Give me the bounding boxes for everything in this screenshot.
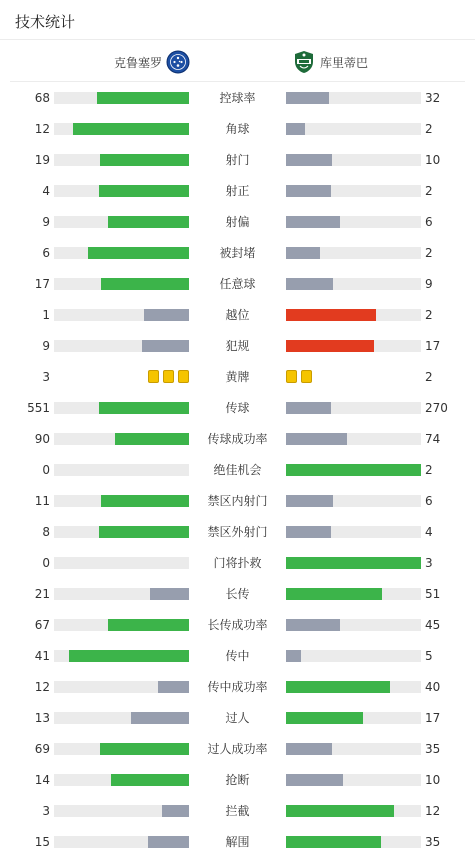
- stat-row: [0, 615, 475, 635]
- away-bar-track: [286, 464, 421, 476]
- home-bar: [108, 619, 189, 631]
- away-bar: [286, 495, 333, 507]
- away-value: 32: [425, 91, 441, 105]
- stat-label: 长传: [225, 587, 250, 601]
- home-value: 9: [42, 215, 50, 229]
- home-value: 19: [34, 153, 50, 167]
- stat-label: 传球: [225, 401, 250, 415]
- home-value: 11: [34, 494, 50, 508]
- yellow-card-icon: [286, 370, 297, 383]
- away-value: 35: [425, 742, 441, 756]
- home-bar: [73, 123, 189, 135]
- away-bar: [286, 836, 381, 848]
- away-bar-track: [286, 123, 421, 135]
- home-yellow-cards: [148, 370, 189, 384]
- stat-label: 禁区内射门: [207, 494, 268, 508]
- home-value: 8: [42, 525, 50, 539]
- home-value: 9: [42, 339, 50, 353]
- away-value: 2: [425, 184, 433, 198]
- stat-row: [0, 553, 475, 573]
- home-value: 4: [42, 184, 50, 198]
- away-bar: [286, 340, 374, 352]
- home-bar-track: [54, 588, 189, 600]
- away-bar: [286, 526, 331, 538]
- away-bar: [286, 216, 340, 228]
- away-value: 9: [425, 277, 433, 291]
- away-value: 10: [425, 153, 441, 167]
- away-bar-track: [286, 309, 421, 321]
- away-bar: [286, 154, 332, 166]
- stat-row: [0, 305, 475, 325]
- away-value: 10: [425, 773, 441, 787]
- stat-label: 传中成功率: [207, 680, 268, 694]
- home-bar-track: [54, 123, 189, 135]
- away-bar: [286, 712, 363, 724]
- away-value: 45: [425, 618, 441, 632]
- home-bar: [100, 154, 189, 166]
- away-bar-track: [286, 836, 421, 848]
- away-bar-track: [286, 774, 421, 786]
- away-bar-track: [286, 278, 421, 290]
- away-bar: [286, 433, 347, 445]
- home-bar: [99, 526, 189, 538]
- home-bar-track: [54, 836, 189, 848]
- home-bar-track: [54, 495, 189, 507]
- stat-label: 传球成功率: [207, 432, 268, 446]
- home-bar-track: [54, 278, 189, 290]
- away-bar-track: [286, 619, 421, 631]
- home-value: 3: [42, 804, 50, 818]
- cruzeiro-crest-icon: [166, 50, 190, 74]
- away-bar-track: [286, 185, 421, 197]
- stat-label: 解围: [225, 835, 250, 849]
- home-value: 551: [27, 401, 50, 415]
- away-bar-track: [286, 433, 421, 445]
- home-bar: [99, 185, 189, 197]
- home-value: 17: [34, 277, 50, 291]
- stat-row: [0, 336, 475, 356]
- away-bar: [286, 185, 331, 197]
- away-bar-track: [286, 650, 421, 662]
- home-bar: [111, 774, 189, 786]
- away-value: 6: [425, 215, 433, 229]
- away-bar-track: [286, 588, 421, 600]
- stat-label: 越位: [225, 308, 250, 322]
- home-bar-track: [54, 650, 189, 662]
- coritiba-crest-icon: [292, 50, 316, 74]
- stat-row: [0, 491, 475, 511]
- stat-label: 门将扑救: [213, 556, 262, 570]
- away-value: 3: [425, 556, 433, 570]
- home-bar-track: [54, 464, 189, 476]
- home-value: 21: [34, 587, 50, 601]
- away-bar-track: [286, 247, 421, 259]
- page-title: 技术统计: [15, 13, 76, 31]
- away-yellow-cards: [286, 370, 312, 384]
- home-bar: [150, 588, 189, 600]
- home-bar: [88, 247, 189, 259]
- home-bar: [142, 340, 189, 352]
- stat-label: 射正: [225, 184, 250, 198]
- away-bar: [286, 92, 329, 104]
- stat-label: 射偏: [225, 215, 250, 229]
- home-bar-track: [54, 340, 189, 352]
- away-bar-track: [286, 681, 421, 693]
- stats-header: [0, 0, 475, 40]
- home-bar: [148, 836, 189, 848]
- away-bar: [286, 247, 320, 259]
- home-bar-track: [54, 185, 189, 197]
- stat-label: 射门: [225, 153, 250, 167]
- away-value: 2: [425, 463, 433, 477]
- yellow-card-icon: [301, 370, 312, 383]
- stat-row: [0, 150, 475, 170]
- home-bar: [99, 402, 189, 414]
- away-team: [292, 49, 368, 75]
- stat-row: [0, 739, 475, 759]
- stat-label: 传中: [225, 649, 250, 663]
- away-value: 51: [425, 587, 441, 601]
- stat-row: [0, 367, 475, 387]
- away-bar-track: [286, 216, 421, 228]
- home-bar: [162, 805, 189, 817]
- away-bar-track: [286, 743, 421, 755]
- home-bar: [101, 278, 189, 290]
- home-value: 3: [42, 370, 50, 384]
- stat-row: [0, 708, 475, 728]
- stat-row: [0, 429, 475, 449]
- stat-row: [0, 212, 475, 232]
- home-bar-track: [54, 309, 189, 321]
- away-bar: [286, 588, 382, 600]
- home-bar: [100, 743, 189, 755]
- home-value: 0: [42, 463, 50, 477]
- home-team: [114, 49, 190, 75]
- away-bar: [286, 309, 376, 321]
- home-value: 68: [34, 91, 50, 105]
- stat-row: [0, 646, 475, 666]
- away-bar: [286, 619, 340, 631]
- stat-row: [0, 677, 475, 697]
- away-bar-track: [286, 526, 421, 538]
- home-bar-track: [54, 712, 189, 724]
- away-bar-track: [286, 402, 421, 414]
- away-bar-track: [286, 712, 421, 724]
- stat-row: [0, 460, 475, 480]
- stat-row: [0, 522, 475, 542]
- away-bar: [286, 774, 343, 786]
- stat-row: [0, 584, 475, 604]
- away-bar-track: [286, 154, 421, 166]
- stat-label: 控球率: [219, 91, 256, 105]
- away-bar-track: [286, 805, 421, 817]
- home-value: 41: [34, 649, 50, 663]
- home-value: 90: [34, 432, 50, 446]
- home-bar-track: [54, 805, 189, 817]
- away-value: 35: [425, 835, 441, 849]
- stat-label: 拦截: [225, 804, 250, 818]
- home-value: 1: [42, 308, 50, 322]
- stat-label: 犯规: [225, 339, 250, 353]
- away-team-name: 库里蒂巴: [320, 55, 369, 70]
- away-bar: [286, 650, 301, 662]
- away-bar-track: [286, 557, 421, 569]
- away-value: 270: [425, 401, 448, 415]
- home-value: 12: [34, 680, 50, 694]
- away-bar-track: [286, 92, 421, 104]
- away-value: 74: [425, 432, 441, 446]
- home-bar: [69, 650, 189, 662]
- home-value: 12: [34, 122, 50, 136]
- home-bar: [144, 309, 189, 321]
- home-bar-track: [54, 247, 189, 259]
- home-bar: [108, 216, 189, 228]
- stat-label: 长传成功率: [207, 618, 268, 632]
- home-bar-track: [54, 216, 189, 228]
- stat-label: 任意球: [219, 277, 256, 291]
- away-bar: [286, 123, 305, 135]
- home-bar: [158, 681, 189, 693]
- home-value: 0: [42, 556, 50, 570]
- away-value: 17: [425, 711, 441, 725]
- away-value: 5: [425, 649, 433, 663]
- home-bar: [131, 712, 189, 724]
- away-value: 2: [425, 122, 433, 136]
- stat-row: [0, 801, 475, 821]
- home-value: 6: [42, 246, 50, 260]
- stat-row: [0, 243, 475, 263]
- home-value: 14: [34, 773, 50, 787]
- home-bar-track: [54, 433, 189, 445]
- stat-row: [0, 274, 475, 294]
- home-bar-track: [54, 619, 189, 631]
- stat-row: [0, 770, 475, 790]
- home-value: 15: [34, 835, 50, 849]
- home-bar-track: [54, 154, 189, 166]
- home-bar: [115, 433, 189, 445]
- away-value: 4: [425, 525, 433, 539]
- away-value: 6: [425, 494, 433, 508]
- home-bar: [101, 495, 189, 507]
- stat-label: 黄牌: [225, 370, 250, 384]
- stat-label: 绝佳机会: [213, 463, 262, 477]
- away-value: 40: [425, 680, 441, 694]
- home-bar-track: [54, 774, 189, 786]
- away-value: 2: [425, 308, 433, 322]
- away-bar: [286, 805, 394, 817]
- stat-label: 抢断: [225, 773, 250, 787]
- away-bar-track: [286, 340, 421, 352]
- yellow-card-icon: [163, 370, 174, 383]
- away-bar: [286, 464, 421, 476]
- home-bar-track: [54, 402, 189, 414]
- home-bar-track: [54, 92, 189, 104]
- away-value: 2: [425, 246, 433, 260]
- away-bar: [286, 402, 331, 414]
- stat-label: 角球: [225, 122, 250, 136]
- stat-row: [0, 832, 475, 852]
- stat-label: 被封堵: [219, 246, 256, 260]
- teams-header: [10, 41, 465, 82]
- away-bar: [286, 557, 421, 569]
- away-value: 2: [425, 370, 433, 384]
- home-bar: [97, 92, 189, 104]
- away-bar: [286, 681, 390, 693]
- away-bar-track: [286, 495, 421, 507]
- away-value: 17: [425, 339, 441, 353]
- stat-row: [0, 119, 475, 139]
- yellow-card-icon: [178, 370, 189, 383]
- home-bar-track: [54, 681, 189, 693]
- away-value: 12: [425, 804, 441, 818]
- home-bar-track: [54, 743, 189, 755]
- stat-row: [0, 88, 475, 108]
- home-bar-track: [54, 526, 189, 538]
- stat-row: [0, 181, 475, 201]
- home-team-name: 克鲁塞罗: [113, 55, 162, 70]
- home-bar-track: [54, 557, 189, 569]
- home-value: 67: [34, 618, 50, 632]
- away-bar: [286, 743, 332, 755]
- stat-label: 过人成功率: [207, 742, 268, 756]
- yellow-card-icon: [148, 370, 159, 383]
- stat-row: [0, 398, 475, 418]
- home-value: 13: [34, 711, 50, 725]
- stat-label: 过人: [225, 711, 250, 725]
- home-value: 69: [34, 742, 50, 756]
- away-bar: [286, 278, 333, 290]
- stat-label: 禁区外射门: [207, 525, 268, 539]
